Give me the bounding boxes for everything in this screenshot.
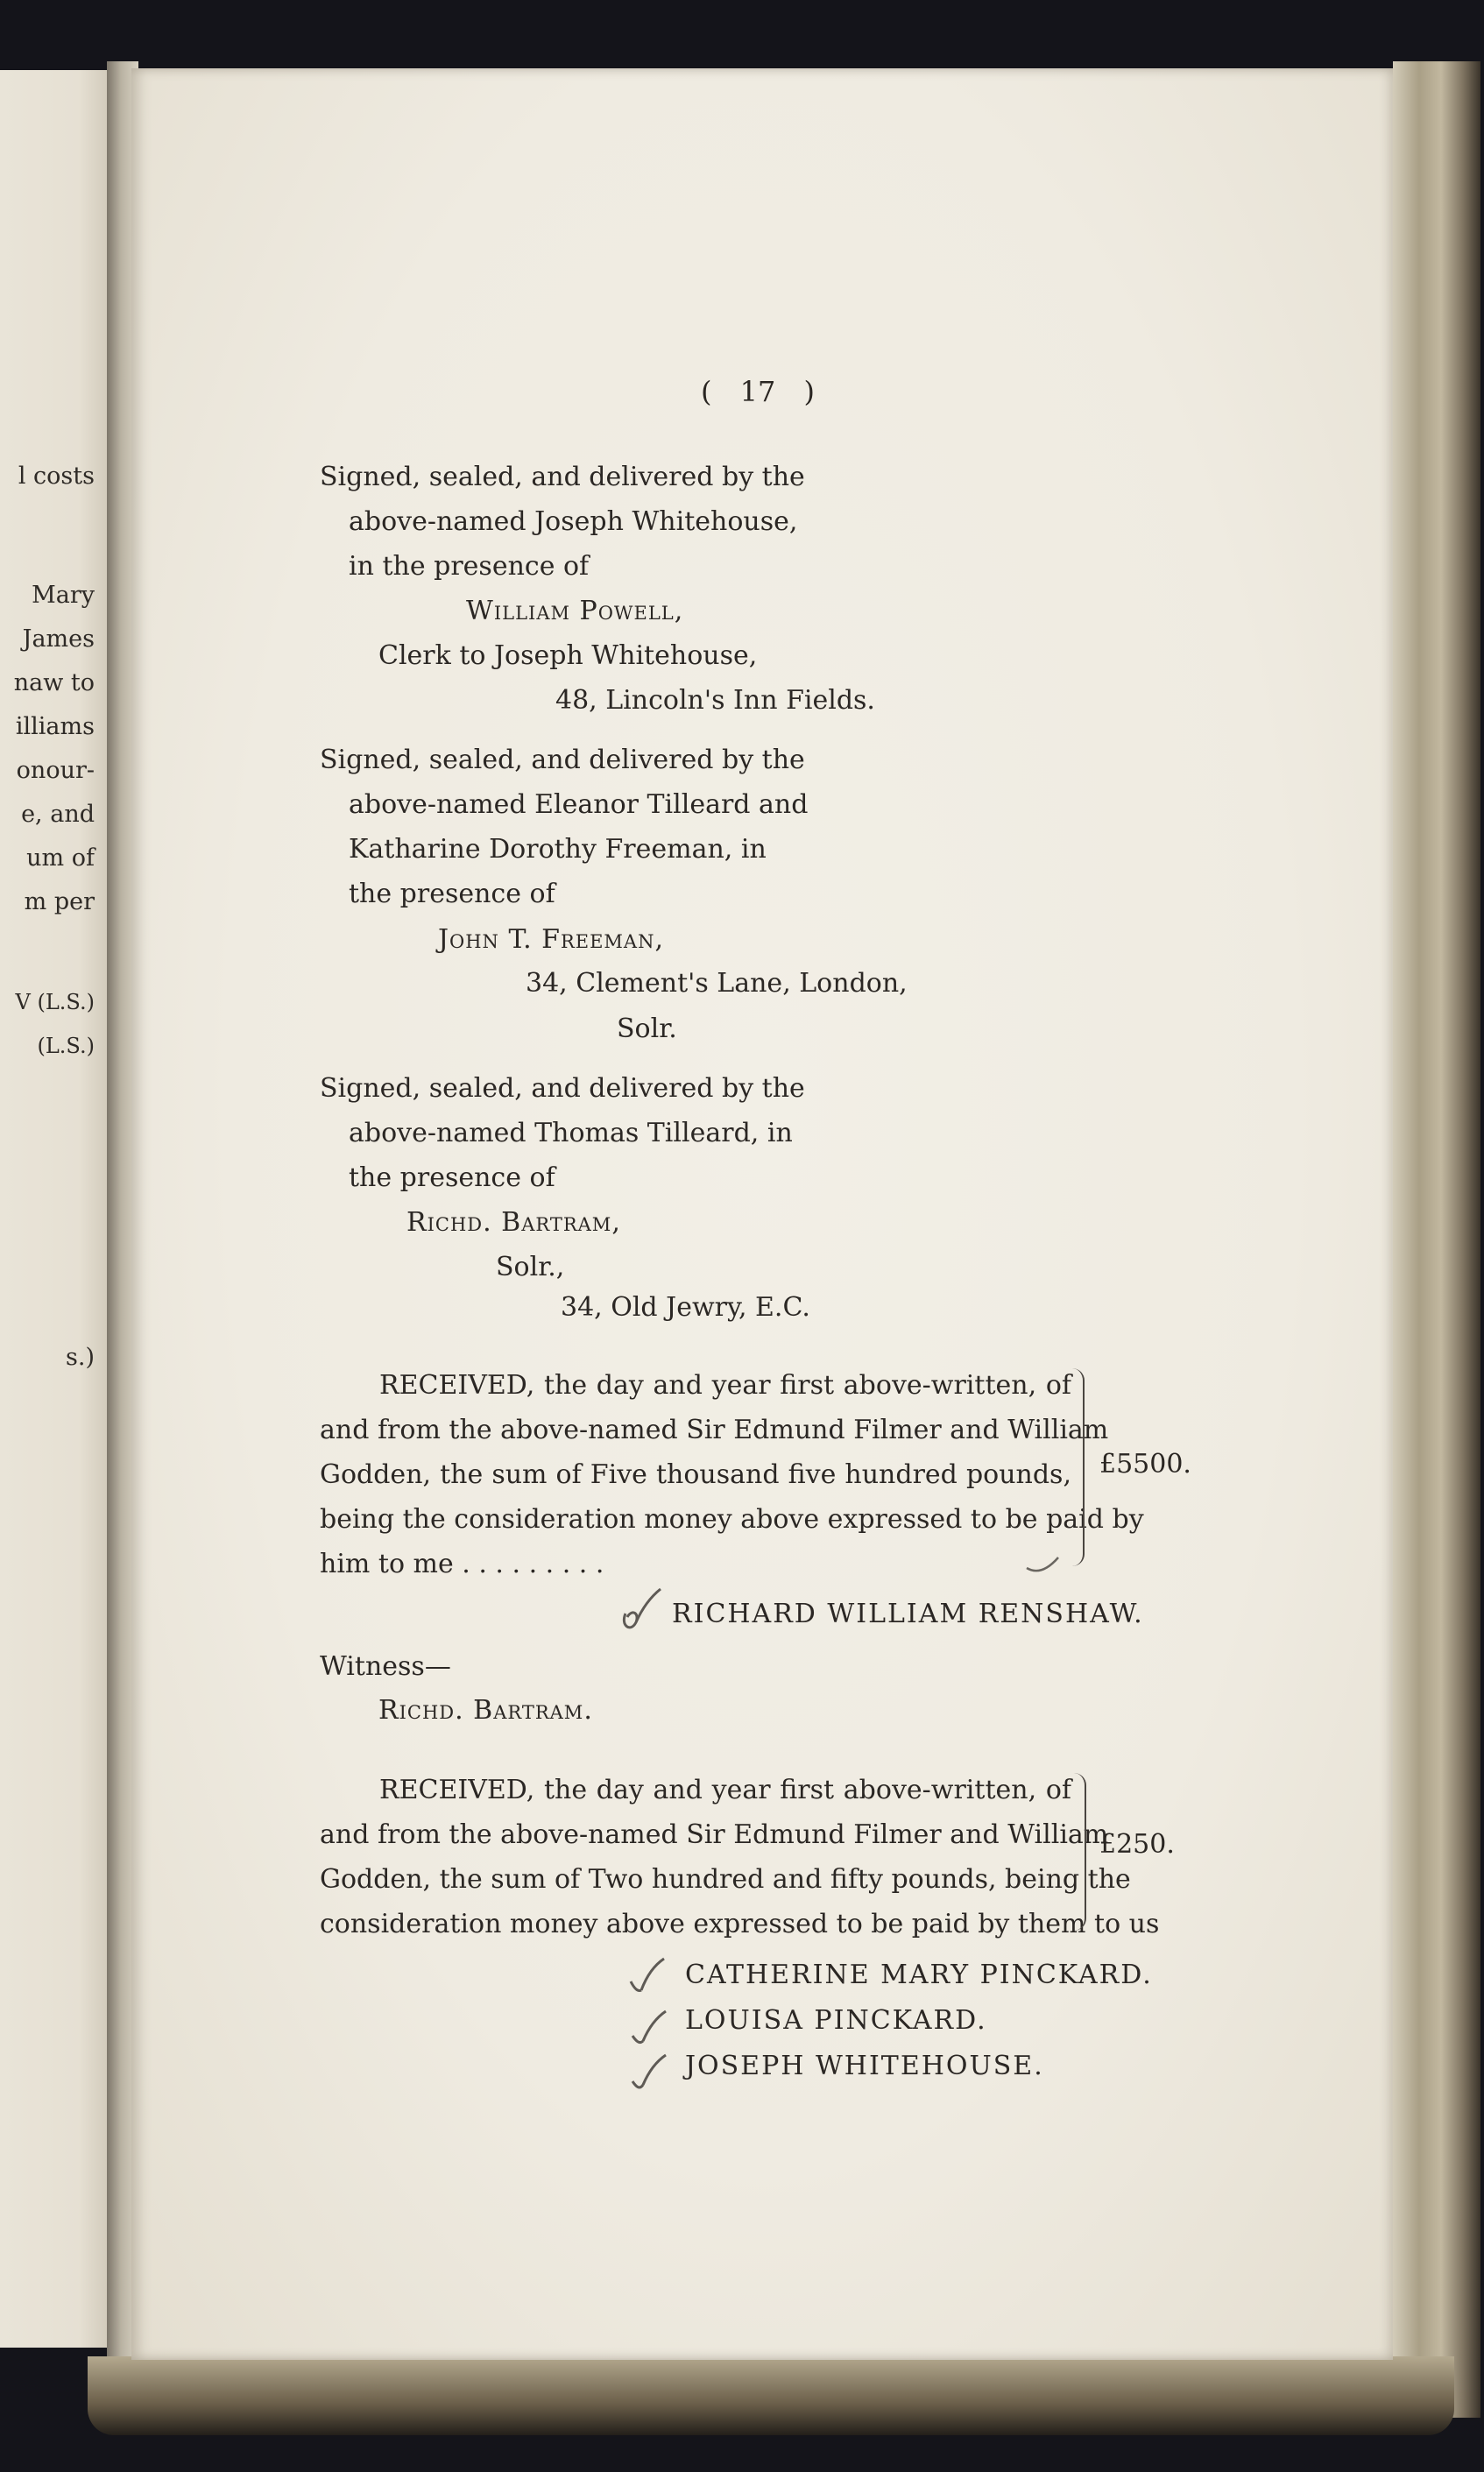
- receipt-line: consideration money above expressed to be paid by them to us: [320, 1909, 1160, 1939]
- witness-name: Richd. Bartram,: [406, 1207, 621, 1238]
- left-fragment: um of: [26, 844, 95, 872]
- pencil-tick-icon: [1023, 1545, 1067, 1580]
- page-stack-edge: [1393, 61, 1480, 2418]
- left-fragment: m per: [24, 888, 95, 915]
- witness-name: John T. Freeman,: [438, 924, 665, 955]
- receipt-line: and from the above-named Sir Edmund Filmer and William: [320, 1415, 1109, 1445]
- witness-role: Solr.: [617, 1014, 677, 1044]
- witness-line: Signed, sealed, and delivered by the: [320, 745, 805, 775]
- receipt-1-body: [320, 1363, 1144, 1586]
- witness-label: Witness—: [320, 1651, 451, 1682]
- left-fragment: l costs: [18, 463, 95, 490]
- receipt-line: RECEIVED, the day and year first above-written, of: [379, 1775, 1071, 1805]
- pencil-tick-icon: [627, 2006, 669, 2050]
- receipt-line: and from the above-named Sir Edmund Filmer and William: [320, 1819, 1109, 1850]
- receipt-2-brace: [1069, 1773, 1086, 1931]
- pencil-tick-icon: [618, 1587, 664, 1642]
- signatory-renshaw: RICHARD WILLIAM RENSHAW.: [672, 1599, 1144, 1629]
- witness-address: 34, Clement's Lane, London,: [526, 968, 908, 999]
- witness-name: William Powell,: [466, 596, 684, 626]
- left-fragment: V (L.S.): [15, 990, 95, 1014]
- left-fragment: s.): [66, 1344, 95, 1371]
- witness-line: above-named Eleanor Tilleard and: [349, 789, 809, 820]
- witness-role: Clerk to Joseph Whitehouse,: [378, 640, 758, 671]
- receipt-line: Godden, the sum of Two hundred and fifty pounds, being the: [320, 1864, 1131, 1895]
- left-fragment: e, and: [21, 801, 95, 828]
- receipt-line: him to me . . . . . . . . .: [320, 1549, 604, 1579]
- receipt-1-brace: [1067, 1368, 1085, 1566]
- receipt-line: RECEIVED, the day and year first above-written, of: [379, 1370, 1071, 1401]
- page-number: ( 17 ): [701, 375, 816, 408]
- book-bottom-edge: [88, 2356, 1454, 2435]
- signatory-catherine-pinckard: CATHERINE MARY PINCKARD.: [685, 1960, 1153, 1990]
- receipt-2-amount: £250.: [1099, 1829, 1175, 1860]
- signatory-louisa-pinckard: LOUISA PINCKARD.: [685, 2005, 987, 2036]
- left-fragment: (L.S.): [37, 1034, 95, 1058]
- left-page-edge: [0, 70, 112, 2348]
- witness-line: in the presence of: [349, 551, 590, 582]
- receipt-line: being the consideration money above expressed to be paid by: [320, 1504, 1144, 1535]
- witness-line: Katharine Dorothy Freeman, in: [349, 834, 767, 865]
- witness-line: above-named Thomas Tilleard, in: [349, 1118, 793, 1148]
- witness-line: Signed, sealed, and delivered by the: [320, 1073, 805, 1104]
- signatory-joseph-whitehouse: JOSEPH WHITEHOUSE.: [685, 2051, 1044, 2081]
- witness-name: Richd. Bartram.: [378, 1695, 593, 1726]
- witness-line: Signed, sealed, and delivered by the: [320, 462, 805, 492]
- witness-line: the presence of: [349, 1162, 555, 1193]
- witness-role: Solr.,: [496, 1252, 565, 1282]
- left-fragment: Mary: [32, 582, 95, 609]
- left-fragment: naw to: [13, 669, 95, 696]
- witness-line: the presence of: [349, 879, 555, 909]
- pencil-tick-icon: [625, 1955, 668, 1999]
- witness-line: above-named Joseph Whitehouse,: [349, 506, 798, 537]
- witness-address: 34, Old Jewry, E.C.: [561, 1292, 810, 1323]
- left-fragment: onour-: [16, 757, 95, 784]
- receipt-1-amount: £5500.: [1099, 1449, 1191, 1480]
- witness-address: 48, Lincoln's Inn Fields.: [555, 685, 875, 716]
- receipt-line: Godden, the sum of Five thousand five hundred pounds,: [320, 1459, 1071, 1490]
- pencil-tick-icon: [627, 2048, 669, 2094]
- left-fragment: illiams: [15, 713, 95, 740]
- left-fragment: James: [22, 625, 95, 653]
